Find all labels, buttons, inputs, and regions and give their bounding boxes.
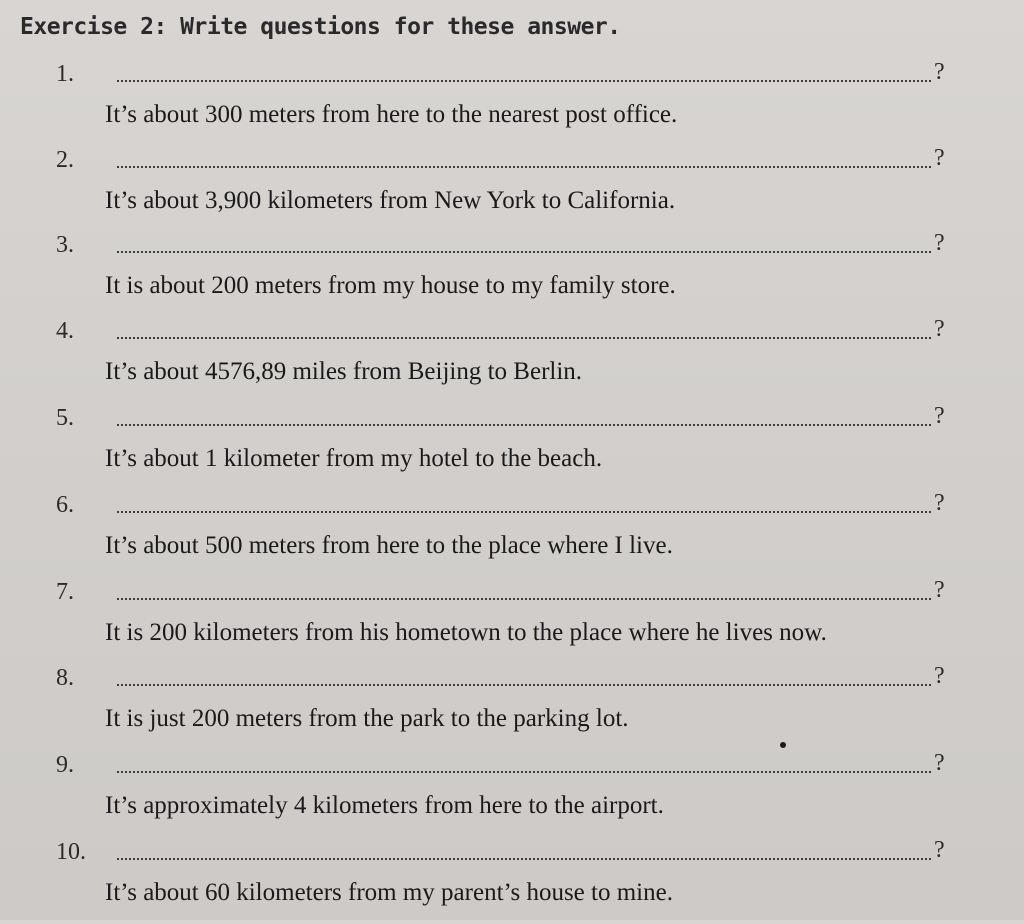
answer-text: It’s about 4576,89 miles from Beijing to Berlin. bbox=[105, 358, 583, 385]
question-number: 2. bbox=[56, 147, 74, 173]
answer-blank-line[interactable] bbox=[117, 424, 931, 426]
question-mark: ? bbox=[934, 663, 945, 689]
question-item-6 bbox=[0, 491, 1024, 577]
question-item-7 bbox=[0, 578, 1024, 664]
answer-text: It’s about 3,900 kilometers from New York to California. bbox=[105, 187, 676, 214]
exercise-title: Exercise 2: Write questions for these answer. bbox=[20, 14, 621, 40]
answer-blank-line[interactable] bbox=[117, 80, 931, 82]
question-mark: ? bbox=[934, 490, 945, 516]
question-number: 4. bbox=[56, 318, 74, 344]
question-mark: ? bbox=[934, 577, 945, 603]
question-number: 9. bbox=[56, 752, 74, 778]
question-item-3 bbox=[0, 231, 1024, 317]
question-number: 5. bbox=[56, 405, 74, 431]
question-mark: ? bbox=[934, 750, 945, 776]
answer-blank-line[interactable] bbox=[117, 684, 931, 686]
question-number: 6. bbox=[56, 492, 74, 518]
answer-blank-line[interactable] bbox=[117, 251, 931, 253]
question-item-2 bbox=[0, 146, 1024, 232]
question-number: 3. bbox=[56, 232, 74, 258]
ink-dot bbox=[780, 742, 786, 748]
answer-text: It’s about 1 kilometer from my hotel to the beach. bbox=[105, 445, 603, 472]
question-item-1 bbox=[0, 60, 1024, 146]
answer-blank-line[interactable] bbox=[117, 598, 931, 600]
answer-blank-line[interactable] bbox=[117, 337, 931, 339]
question-item-5 bbox=[0, 404, 1024, 490]
question-item-9 bbox=[0, 751, 1024, 837]
question-mark: ? bbox=[934, 403, 945, 429]
question-number: 1. bbox=[56, 61, 74, 87]
answer-blank-line[interactable] bbox=[117, 511, 931, 513]
answer-text: It’s approximately 4 kilometers from here to the airport. bbox=[105, 792, 664, 819]
question-mark: ? bbox=[934, 837, 945, 863]
question-item-10 bbox=[0, 838, 1024, 924]
answer-blank-line[interactable] bbox=[117, 166, 931, 168]
question-number: 8. bbox=[56, 665, 74, 691]
question-number: 7. bbox=[56, 579, 74, 605]
answer-text: It’s about 500 meters from here to the place where I live. bbox=[105, 532, 673, 559]
question-mark: ? bbox=[934, 59, 945, 85]
question-mark: ? bbox=[934, 316, 945, 342]
answer-text: It is just 200 meters from the park to the parking lot. bbox=[105, 705, 629, 732]
answer-text: It is 200 kilometers from his hometown to the place where he lives now. bbox=[105, 619, 827, 646]
answer-text: It’s about 60 kilometers from my parent’s house to mine. bbox=[105, 879, 673, 906]
answer-text: It’s about 300 meters from here to the nearest post office. bbox=[105, 101, 678, 128]
question-number: 10. bbox=[56, 839, 86, 865]
answer-blank-line[interactable] bbox=[117, 771, 931, 773]
question-item-8 bbox=[0, 664, 1024, 750]
answer-blank-line[interactable] bbox=[117, 858, 931, 860]
question-item-4 bbox=[0, 317, 1024, 403]
question-mark: ? bbox=[934, 145, 945, 171]
answer-text: It is about 200 meters from my house to my family store. bbox=[105, 272, 676, 299]
question-mark: ? bbox=[934, 230, 945, 256]
